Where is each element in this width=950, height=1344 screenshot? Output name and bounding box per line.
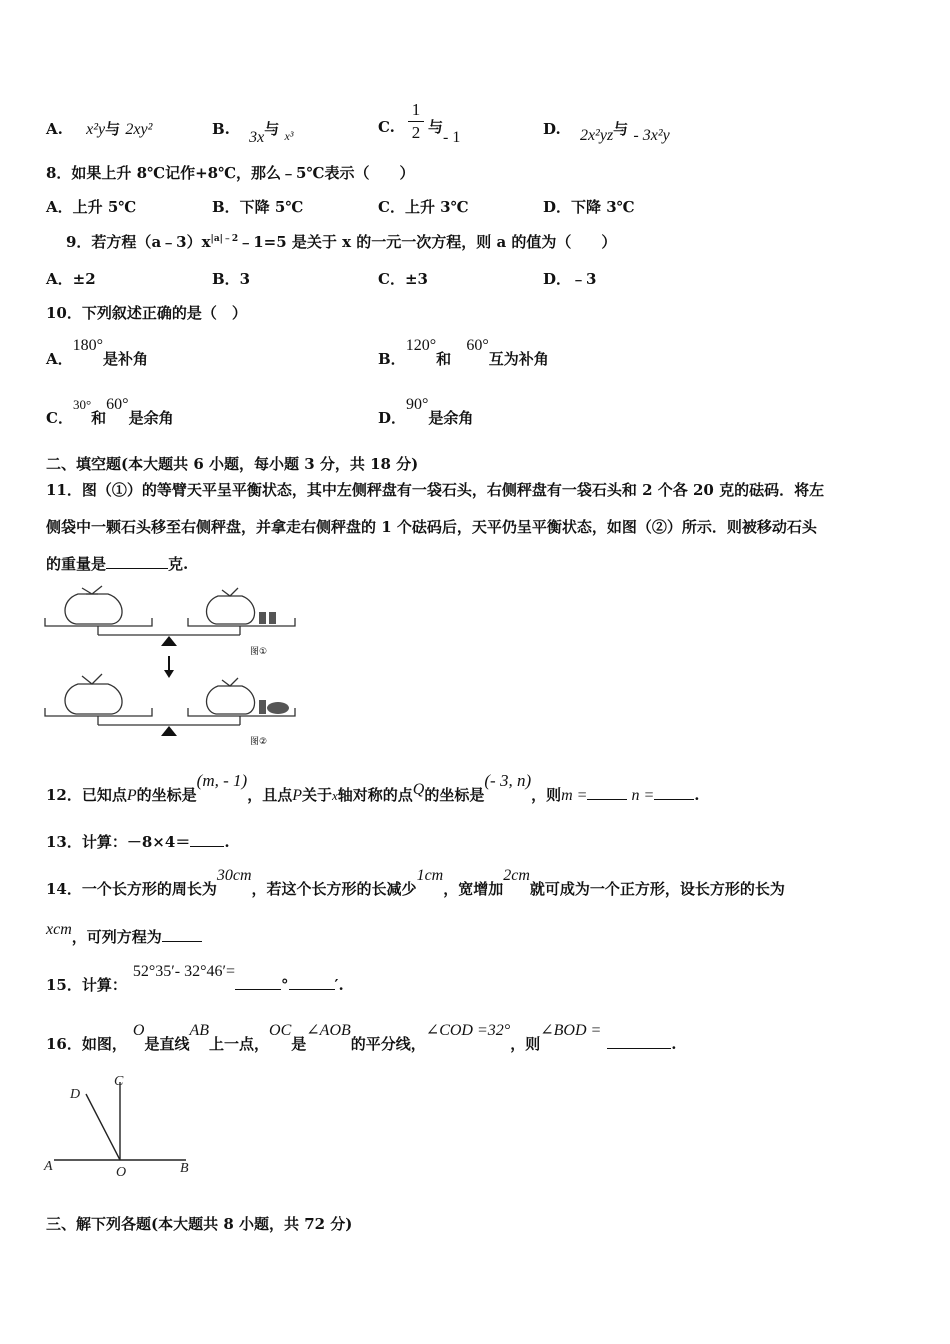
q14-line-1: 14．一个长方形的周长为30cm，若这个长方形的长减少1cm，宽增加2cm就可成为一个正方形，设长方形的长为 (46, 867, 785, 898)
q7-fraction: 1 2 (408, 100, 424, 143)
q12: 12．已知点P的坐标是(m, - 1)，且点P关于x轴对称的点Q的坐标是(- 3, n)，则m = n = . (46, 771, 700, 804)
section-3-heading: 三、解下列各题(本大题共 8 小题，共 72 分) (46, 1215, 353, 1233)
q9-option-d: D．﹣3 (543, 270, 597, 288)
q7-option-b: B. 3x与 $_{x^3}$ (212, 120, 294, 146)
q7-option-c: C. (378, 118, 395, 136)
q10-option-d: D．90°是余角 (378, 396, 474, 427)
q9-stem: 9．若方程$(a﹣3)x^{|a|﹣2}﹣1=5$ 是关于 x 的一元一次方程，则 a 的值为（ ） (66, 233, 617, 251)
q8-option-c: C．上升 3℃ (378, 198, 469, 216)
balance-scale-figure (40, 580, 302, 755)
q8-option-a: A．上升 5℃ (46, 198, 137, 216)
label-B: B (180, 1161, 189, 1176)
q7-option-a: A. x²y与 2xy² (46, 120, 153, 138)
section-2-heading: 二、填空题(本大题共 6 小题，每小题 3 分，共 18 分) (46, 455, 419, 473)
q7-option-d: D. 2x²yz与 - 3x²y (543, 120, 670, 144)
q11-line-3: 的重量是 克. (46, 555, 189, 573)
q11-line-1: 11．图（①）的等臂天平呈平衡状态，其中左侧秤盘有一袋石头，右侧秤盘有一袋石头和 2 个各 20 克的砝码．将左 (46, 481, 825, 499)
q8-stem: 8．如果上升 8℃记作+8℃，那么﹣5℃表示（ ） (46, 164, 415, 182)
q10-option-c: C．30°和60°是余角 (46, 396, 174, 427)
figure-1-label: 图① (250, 647, 268, 657)
q15: 15．计算：52°35′- 32°46′=° ′. (46, 963, 344, 994)
q10-option-a: A．180°是补角 (46, 337, 149, 368)
q14-line-2: xcm，可列方程为 (46, 926, 202, 947)
q9-option-a: A．±2 (46, 270, 96, 288)
figure-2-label: 图② (250, 737, 268, 747)
q8-option-b: B．下降 5℃ (212, 198, 304, 216)
q10-option-b: B．120°和 60°互为补角 (378, 337, 549, 368)
q9-option-b: B．3 (212, 270, 251, 288)
label-O: O (116, 1165, 127, 1180)
label-D: D (70, 1087, 81, 1102)
q8-option-d: D．下降 3℃ (543, 198, 635, 216)
label-C: C (114, 1074, 124, 1089)
q10-stem: 10．下列叙述正确的是（ ） (46, 304, 247, 322)
q13: 13．计算：－8×4＝ . (46, 833, 230, 851)
angle-figure (40, 1068, 200, 1180)
label-A: A (44, 1159, 53, 1174)
q9-option-c: C．±3 (378, 270, 428, 288)
q7-option-c-rest: 与- 1 (428, 118, 461, 146)
q16: 16．如图，O是直线AB上一点，OC是∠AOB的平分线，∠COD =32°，则∠BOD =. (46, 1022, 677, 1053)
q11-line-2: 侧袋中一颗石头移至右侧秤盘，并拿走右侧秤盘的 1 个砝码后，天平仍呈平衡状态，如图（②）所示．则被移动石头 (46, 518, 817, 536)
